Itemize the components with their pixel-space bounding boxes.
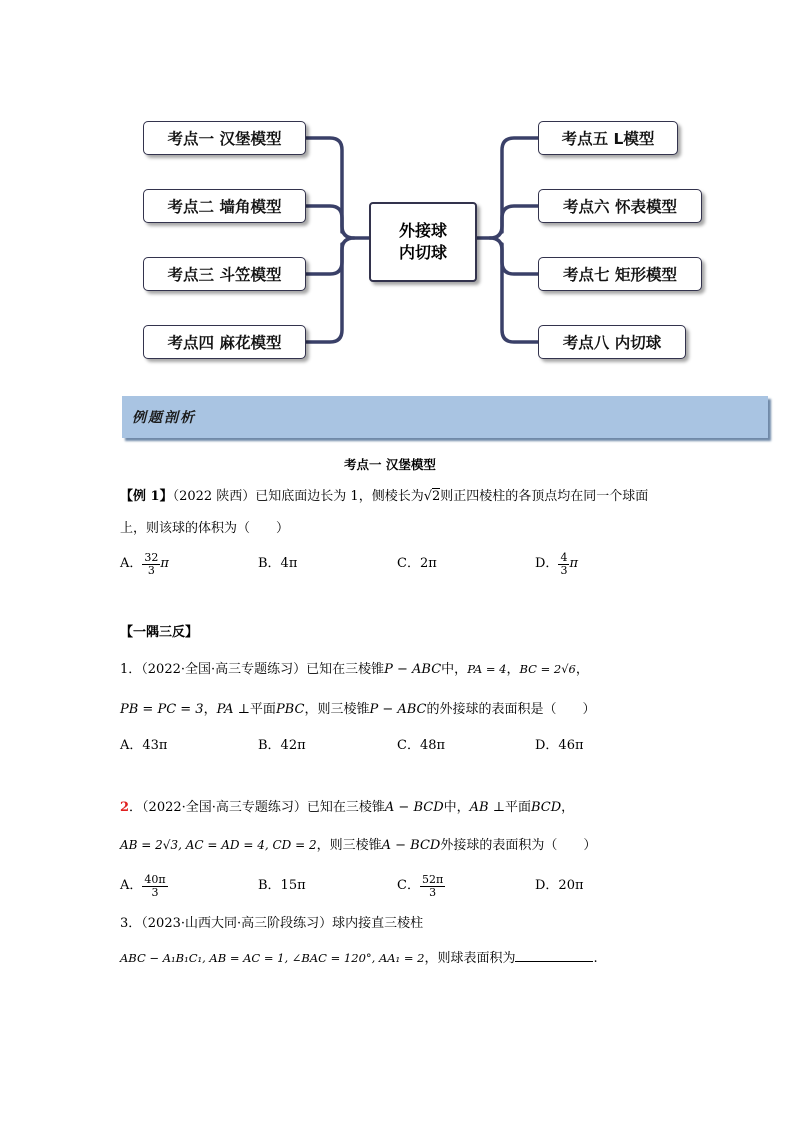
section-banner-label: 例题剖析 <box>132 410 196 426</box>
example-1-option-a <box>120 546 169 582</box>
q2-text-d: ， <box>561 800 575 815</box>
q1-text-d: ， <box>575 662 589 677</box>
mindmap-right-2 <box>538 189 702 223</box>
connector-left-3 <box>306 244 342 274</box>
question-1-option-d: D．46π <box>535 738 584 753</box>
mindmap-right-1-label: 考点五 L模型 <box>561 130 655 148</box>
q2-text-e: ，则三棱锥 <box>316 838 382 853</box>
answer-blank[interactable] <box>515 949 593 962</box>
q2-math-5: A − BCD <box>381 838 441 853</box>
question-3-line-1: 3．（2023·山西大同·高三阶段练习）球内接直三棱柱 <box>120 916 424 931</box>
q3-math-1: ABC − A₁B₁C₁, AB = AC = 1, ∠BAC = 120°, AA₁ = 2 <box>120 951 425 965</box>
question-2-option-a <box>120 868 168 904</box>
q1-math-7: P − ABC <box>369 702 427 717</box>
option-d-fraction <box>558 552 569 577</box>
example-1-text-a: （2022 陕西）已知底面边长为 1，侧棱长为 <box>172 489 424 504</box>
q1-math-6: PBC <box>275 702 305 717</box>
example-1-line-2: 上，则该球的体积为（ ） <box>120 521 290 536</box>
mindmap-left-3-label: 考点三 斗笠模型 <box>167 266 282 284</box>
mindmap-right-1 <box>538 121 678 155</box>
mindmap-left-2-label: 考点二 墙角模型 <box>167 198 282 216</box>
q2-math-4: AB = 2√3, AC = AD = 4, CD = 2 <box>120 838 317 852</box>
q1-math-1: P − ABC <box>384 662 442 677</box>
q1-text-f: 平面 <box>249 702 276 717</box>
mindmap-left-3 <box>143 257 306 291</box>
q2-math-1: A − BCD <box>384 800 444 815</box>
option-d-den: 3 <box>560 563 568 577</box>
example-1-line-1 <box>120 488 648 506</box>
q1-text-b: 中， <box>441 662 468 677</box>
option-d-pi: π <box>569 556 578 571</box>
mindmap-center-line1: 外接球 <box>398 221 447 240</box>
connector-left-1 <box>306 138 369 238</box>
question-3-line-2 <box>120 949 598 968</box>
question-1-option-a: A．43π <box>120 738 168 753</box>
sqrt-symbol: √ <box>423 489 432 504</box>
question-2-option-d: D．20π <box>535 878 584 893</box>
example-1-option-b: B．4π <box>258 556 298 571</box>
q2-option-a-prefix: A． <box>120 878 143 893</box>
mindmap-center-line2: 内切球 <box>398 243 447 262</box>
question-1-line-2 <box>120 701 596 719</box>
question-2-option-b: B．15π <box>258 878 306 893</box>
q2-option-a-den: 3 <box>151 885 159 899</box>
option-d-prefix: D． <box>535 556 559 571</box>
mindmap-left-1 <box>143 121 306 155</box>
q2-text-b: 中， <box>443 800 470 815</box>
question-1-option-b: B．42π <box>258 738 306 753</box>
q2-text-c: 平面 <box>504 800 531 815</box>
question-1-line-1 <box>120 660 589 679</box>
mindmap-right-2-label: 考点六 怀表模型 <box>563 198 677 216</box>
connector-left-2 <box>306 206 342 232</box>
q3-text-b: . <box>593 951 598 966</box>
example-1-sqrt-value: 2 <box>432 489 441 504</box>
q1-text-a: 1．（2022·全国·高三专题练习）已知在三棱锥 <box>120 662 385 677</box>
question-2-line-1 <box>120 799 574 817</box>
mindmap-left-1-label: 考点一 汉堡模型 <box>167 130 282 148</box>
option-a-fraction <box>142 552 160 577</box>
q2-option-c-num: 52π <box>421 872 444 886</box>
connector-right-1 <box>477 138 538 238</box>
option-a-num: 32 <box>144 550 159 564</box>
connector-right-3 <box>502 244 538 274</box>
question-1-option-c: C．48π <box>397 738 446 753</box>
q1-math-4: PB = PC = 3 <box>120 702 204 717</box>
section-title: 考点一 汉堡模型 <box>344 457 436 472</box>
q2-math-2: AB ⊥ <box>469 800 505 815</box>
mindmap-right-3-label: 考点七 矩形模型 <box>563 266 677 284</box>
q1-text-c: ， <box>506 662 520 677</box>
q2-text-a: ．（2022·全国·高三专题练习）已知在三棱锥 <box>129 800 385 815</box>
connector-right-2 <box>502 206 538 232</box>
q1-math-5: PA ⊥ <box>216 702 250 717</box>
q2-text-f: 外接球的表面积为（ ） <box>440 838 597 853</box>
q2-option-c-prefix: C． <box>397 878 420 893</box>
example-1-option-c: C．2π <box>397 556 437 571</box>
question-2-option-c <box>397 868 445 904</box>
mindmap-right-3 <box>538 257 702 291</box>
mindmap-right-4-label: 考点八 内切球 <box>562 334 662 352</box>
example-1-label: 【例 1】 <box>120 489 173 504</box>
mindmap-right-4 <box>538 325 686 359</box>
example-1-option-d <box>535 546 578 582</box>
option-a-pi: π <box>160 556 169 571</box>
mindmap-left-4 <box>143 325 306 359</box>
q2-option-c-fraction <box>420 874 445 899</box>
mindmap-left-2 <box>143 189 306 223</box>
q1-math-2: PA = 4 <box>467 662 507 676</box>
q2-option-a-num: 40π <box>144 872 166 886</box>
q1-math-3: BC = 2√6 <box>519 662 576 676</box>
option-d-num: 4 <box>560 550 568 564</box>
q1-text-h: 的外接球的表面积是（ ） <box>426 702 596 717</box>
section-banner <box>122 396 768 438</box>
yjsf-heading: 【一隅三反】 <box>120 625 199 640</box>
q3-text-a: ，则球表面积为 <box>424 951 516 966</box>
question-2-line-2 <box>120 836 596 855</box>
option-a-den: 3 <box>147 563 155 577</box>
option-a-prefix: A． <box>120 556 143 571</box>
q2-option-c-den: 3 <box>429 885 437 899</box>
mindmap-center <box>369 202 477 282</box>
connector-right-4 <box>490 238 538 342</box>
q1-text-g: ，则三棱锥 <box>304 702 370 717</box>
example-1-text-b: 则正四棱柱的各顶点均在同一个球面 <box>440 489 649 504</box>
q2-option-a-fraction <box>142 874 167 899</box>
mindmap-left-4-label: 考点四 麻花模型 <box>167 334 282 352</box>
connector-left-4 <box>306 238 354 342</box>
q2-number: 2 <box>120 800 130 815</box>
q1-text-e: ， <box>203 702 217 717</box>
q2-math-3: BCD <box>530 800 562 815</box>
